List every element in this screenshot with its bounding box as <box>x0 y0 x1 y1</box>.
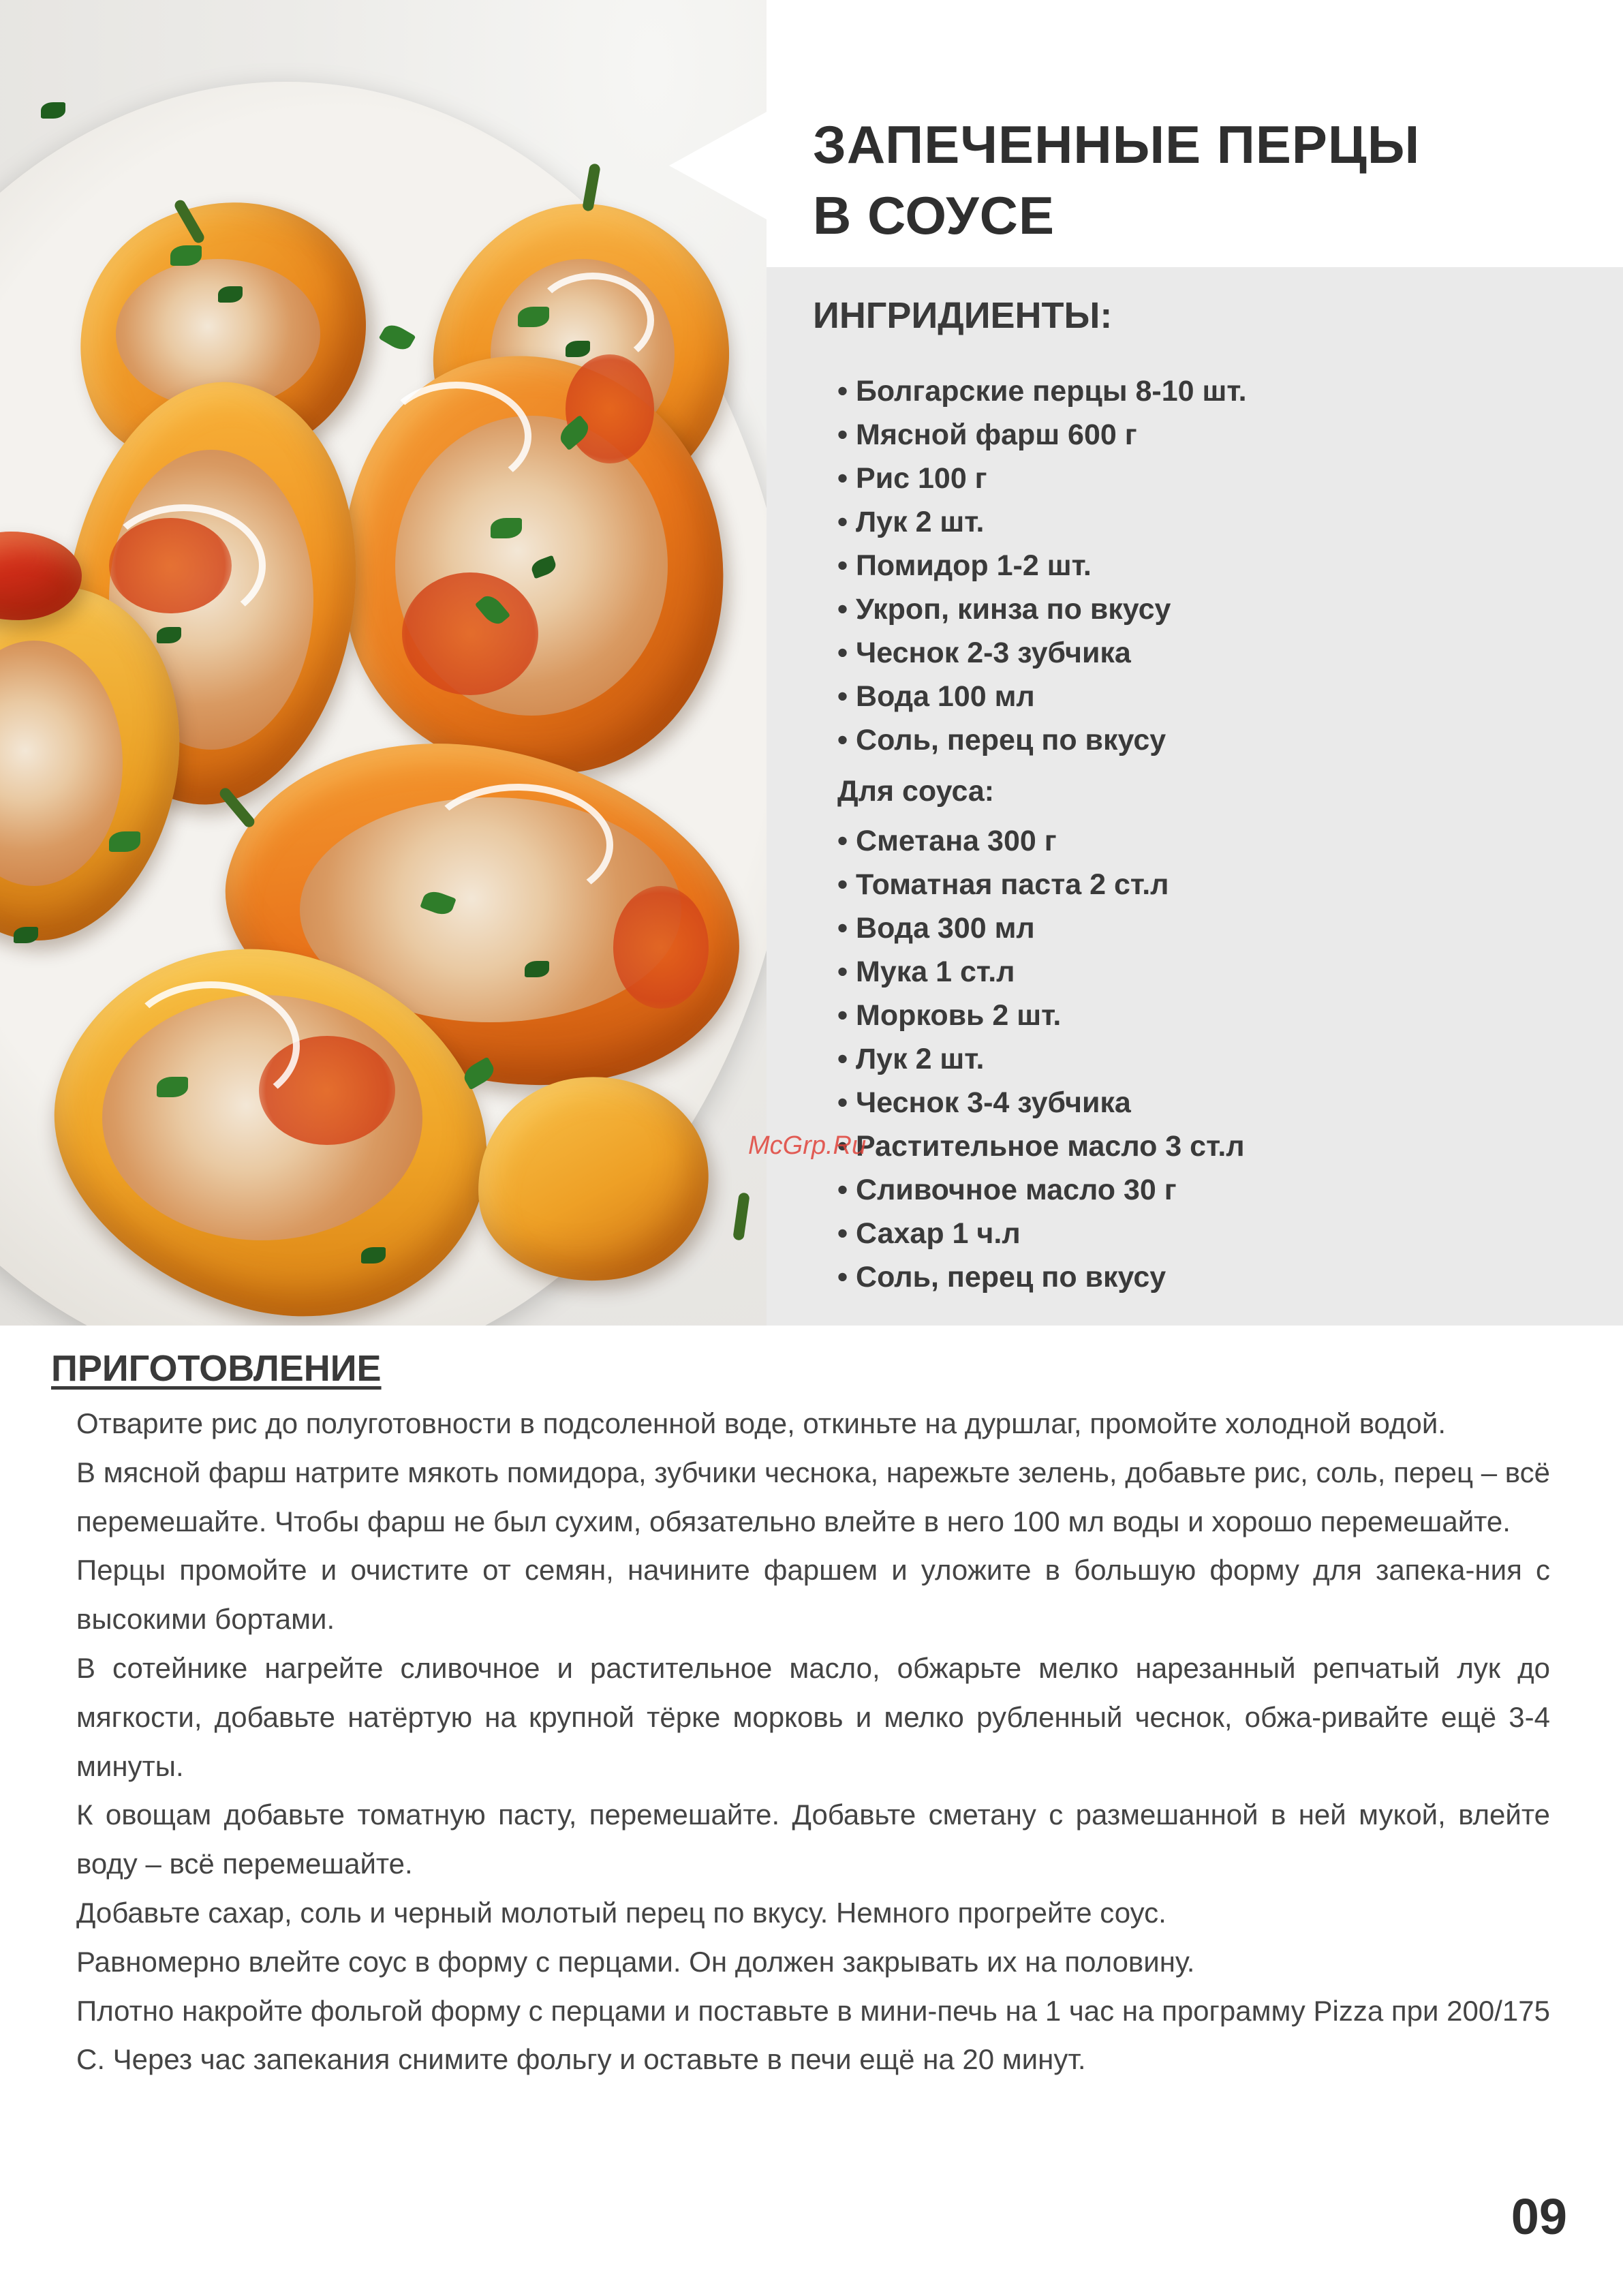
ingredient-item: • Болгарские перцы 8-10 шт. <box>837 369 1247 413</box>
recipe-title-line2: В СОУСЕ <box>813 185 1055 245</box>
preparation-step: Отварите рис до полуготовности в подсоленной воде, откиньте на дуршлаг, промойте холодной водой. <box>76 1407 1446 1439</box>
cream-drizzle <box>382 382 531 491</box>
ingredient-item: • Помидор 1-2 шт. <box>837 544 1247 587</box>
recipe-title-line1: ЗАПЕЧЕННЫЕ ПЕРЦЫ <box>813 114 1421 174</box>
herb <box>14 927 38 943</box>
herb <box>157 1077 188 1097</box>
sauce-ingredient-item: • Чеснок 3-4 зубчика <box>837 1081 1245 1124</box>
ingredient-item: • Чеснок 2-3 зубчика <box>837 631 1247 675</box>
preparation-step: Плотно накройте фольгой форму с перцами и поставьте в мини-печь на 1 час на программу Pizza при 200/175 С. Через час запекания снимите фольгу и оставьте в печи ещё на 20 минут. <box>76 1994 1550 2076</box>
pepper-stem <box>732 1192 750 1241</box>
preparation-step: Равномерно влейте соус в форму с перцами. Он должен закрывать их на половину. <box>76 1945 1195 1978</box>
herb <box>170 245 202 266</box>
herb <box>361 1247 386 1264</box>
herb <box>491 518 522 538</box>
sauce-ingredient-item: • Растительное масло 3 ст.л <box>837 1124 1245 1168</box>
sauce-ingredient-item: • Сливочное масло 30 г <box>837 1168 1245 1212</box>
ingredient-item: • Лук 2 шт. <box>837 500 1247 544</box>
ingredient-item: • Мясной фарш 600 г <box>837 413 1247 457</box>
cream-drizzle <box>123 981 300 1111</box>
sauce-ingredient-item: • Сметана 300 г <box>837 819 1245 863</box>
herb <box>41 102 65 119</box>
herb <box>218 286 243 303</box>
page-number: 09 <box>1511 2188 1567 2245</box>
sauce <box>402 572 538 695</box>
preparation-step: Перцы промойте и очистите от семян, начините фаршем и уложите в большую форму для запека-ния с высокими бортами. <box>76 1554 1550 1636</box>
sauce-ingredient-item: • Сахар 1 ч.л <box>837 1212 1245 1255</box>
ingredient-item: • Рис 100 г <box>837 457 1247 500</box>
sauce-ingredients-list <box>837 819 1245 1299</box>
stuffed-peppers-photo <box>0 0 767 1326</box>
preparation-step: В мясной фарш натрите мякоть помидора, зубчики чеснока, нарежьте зелень, добавьте рис, соль, перец – всё перемешайте. Чтобы фарш не был сухим, обязательно влейте в него 100 мл воды и хорошо перемешайте. <box>76 1456 1550 1537</box>
preparation-heading: ПРИГОТОВЛЕНИЕ <box>51 1348 382 1389</box>
ingredient-item: • Соль, перец по вкусу <box>837 718 1247 762</box>
herb <box>566 341 590 357</box>
sauce-ingredient-item: • Соль, перец по вкусу <box>837 1255 1245 1299</box>
recipe-title <box>813 109 1420 251</box>
ingredient-item: • Вода 100 мл <box>837 675 1247 718</box>
sauce <box>613 886 709 1009</box>
sauce-ingredient-item: • Томатная паста 2 ст.л <box>837 863 1245 906</box>
herb <box>518 307 549 327</box>
ingredients-list <box>837 369 1247 762</box>
cream-drizzle <box>531 273 654 368</box>
ingredients-heading: ИНГРИДИЕНТЫ: <box>813 295 1113 336</box>
sauce <box>566 354 654 463</box>
herb <box>525 961 549 977</box>
sauce-ingredient-item: • Лук 2 шт. <box>837 1037 1245 1081</box>
preparation-step: Добавьте сахар, соль и черный молотый перец по вкусу. Немного прогрейте соус. <box>76 1896 1166 1929</box>
sauce-ingredient-item: • Мука 1 ст.л <box>837 950 1245 994</box>
herb <box>109 831 140 852</box>
watermark: McGrp.Ru <box>748 1131 867 1160</box>
sauce-ingredient-item: • Вода 300 мл <box>837 906 1245 950</box>
preparation-steps <box>76 1399 1550 2084</box>
cream-drizzle <box>102 504 266 627</box>
sauce-ingredient-item: • Морковь 2 шт. <box>837 994 1245 1037</box>
ingredients-panel <box>767 267 1623 1326</box>
herb <box>157 627 181 643</box>
preparation-step: В сотейнике нагрейте сливочное и растительное масло, обжарьте мелко нарезанный репчатый лук до мягкости, добавьте натёртую на крупной тёрке морковь и мелко рубленный чеснок, обжа-ривайте ещё 3-4 минуты. <box>76 1651 1550 1782</box>
sauce-label: Для соуса: <box>837 775 995 808</box>
ingredient-item: • Укроп, кинза по вкусу <box>837 587 1247 631</box>
title-pointer <box>669 111 768 220</box>
preparation-step: К овощам добавьте томатную пасту, перемешайте. Добавьте сметану с размешанной в ней мукой, влейте воду – всё перемешайте. <box>76 1798 1550 1880</box>
cream-drizzle <box>422 784 613 906</box>
